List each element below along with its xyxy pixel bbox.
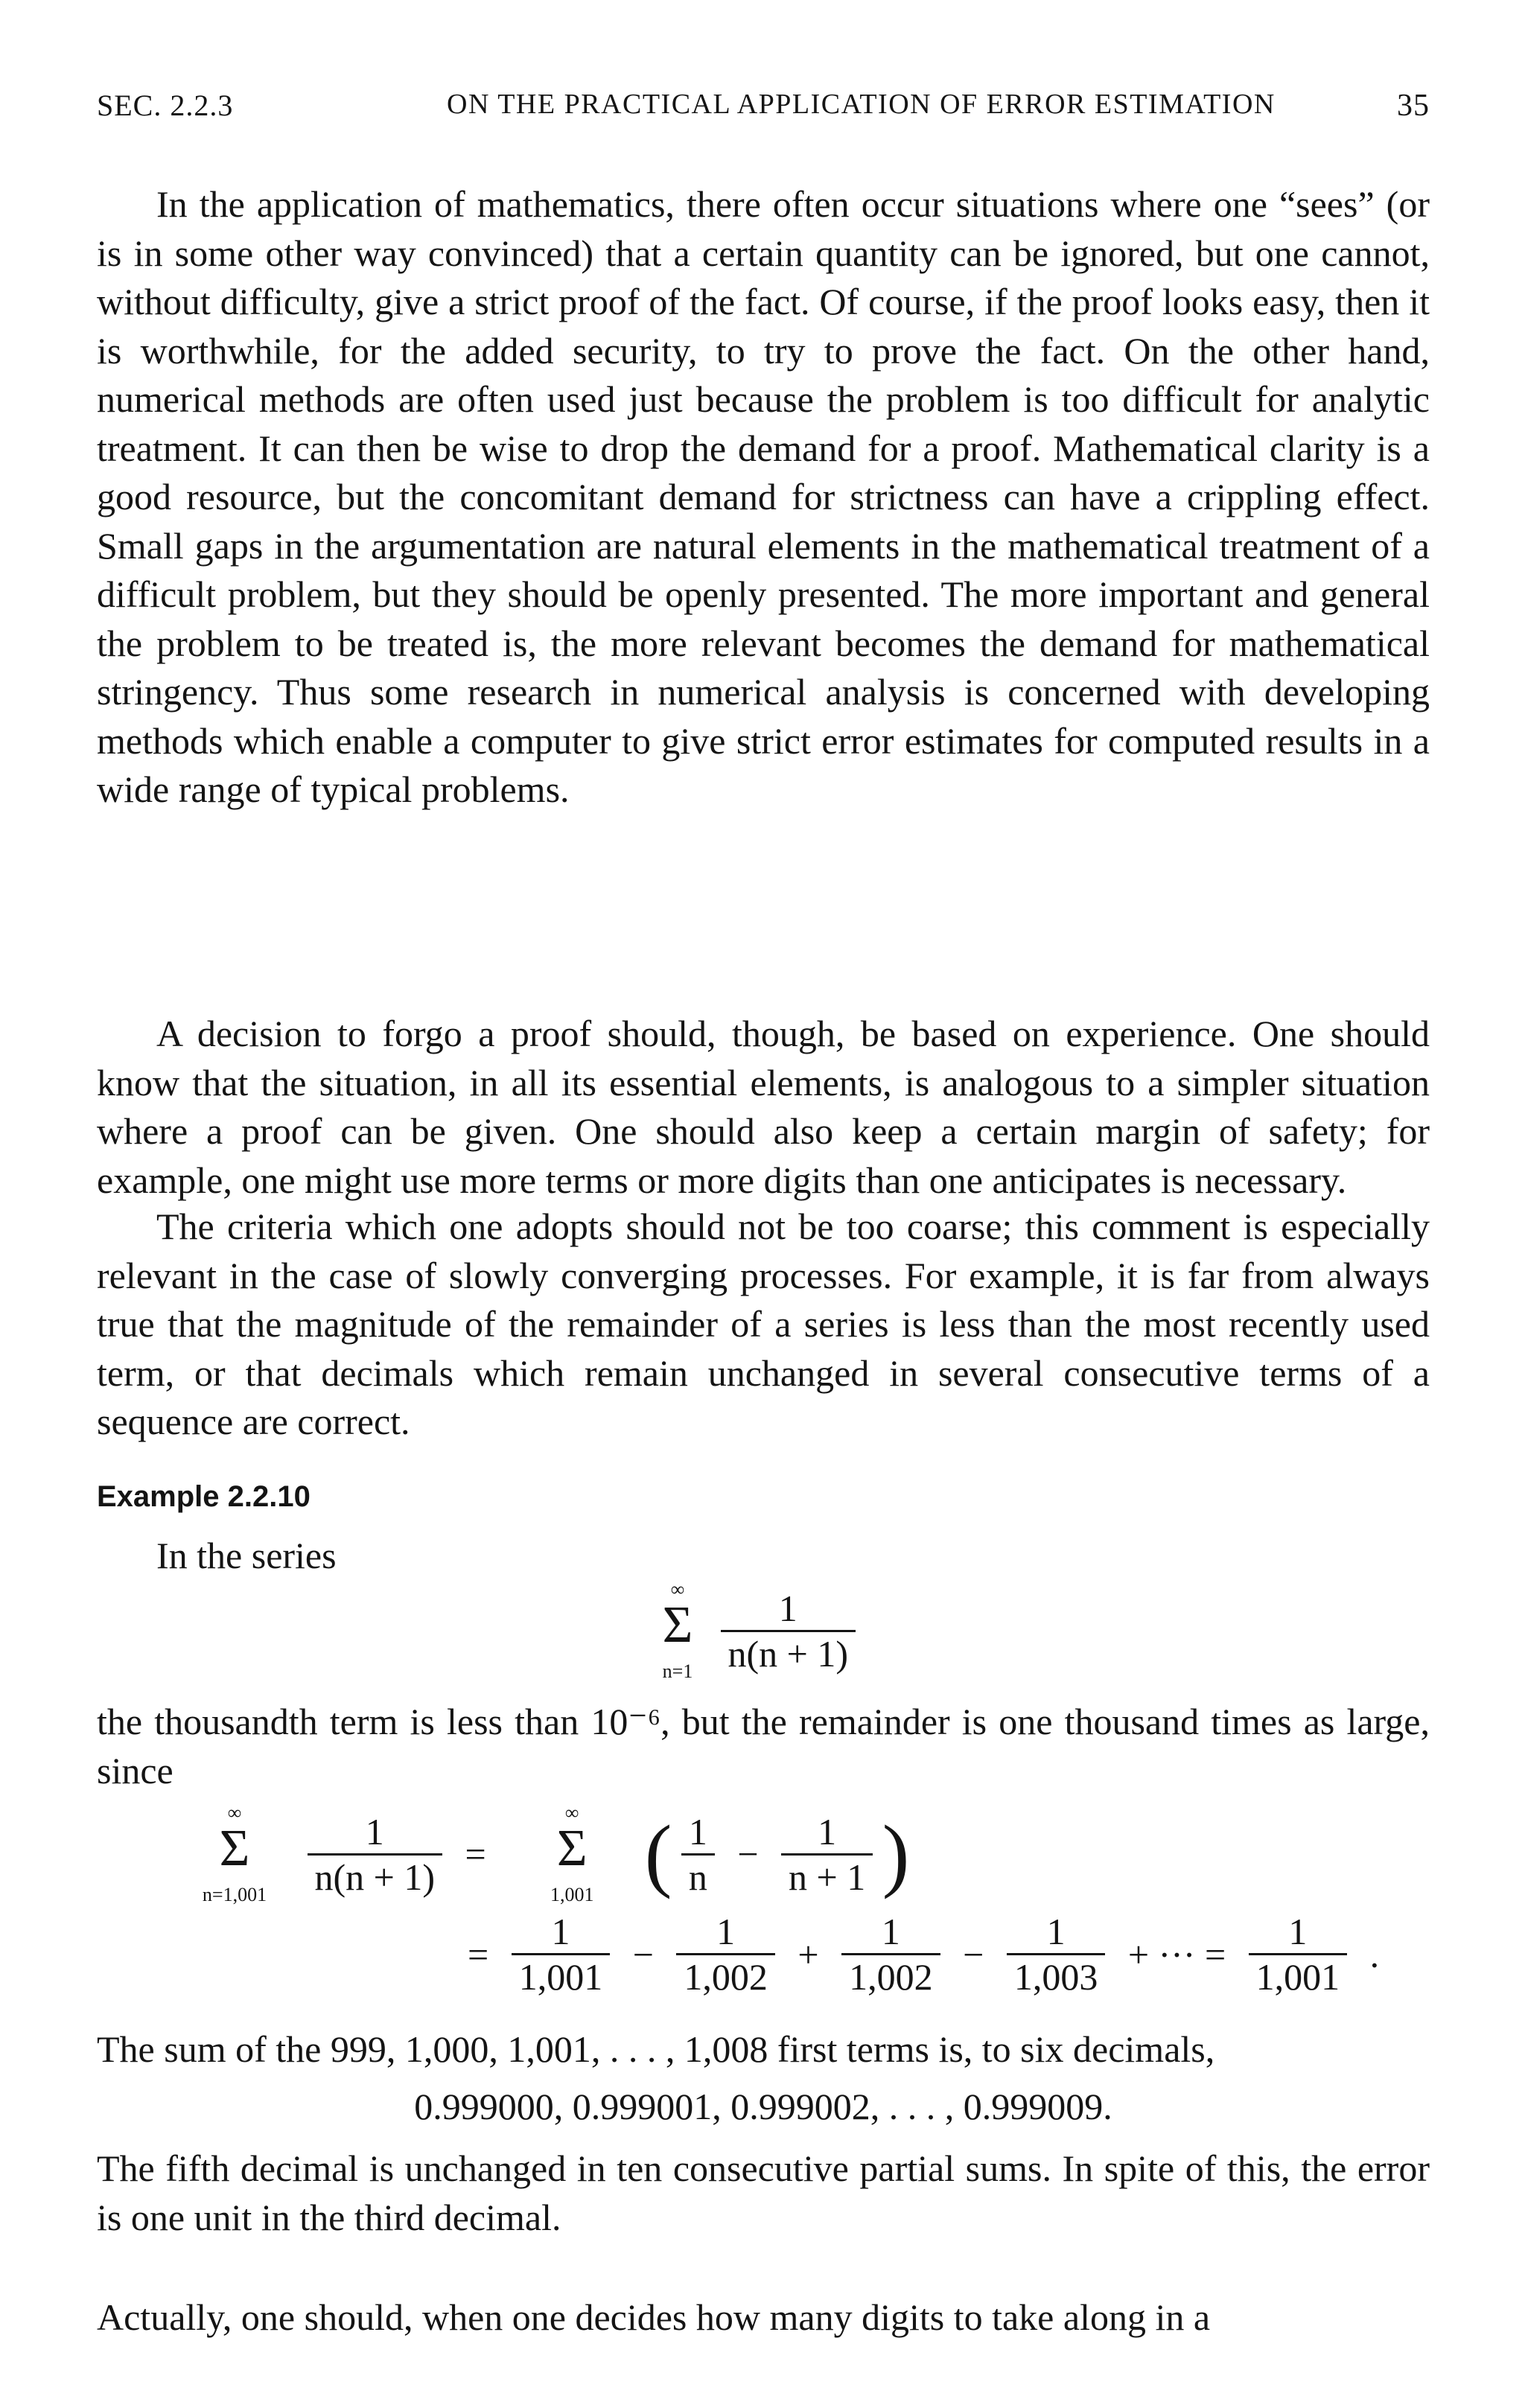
running-title: ON THE PRACTICAL APPLICATION OF ERROR ESTIMATION (447, 89, 1276, 120)
sum-lower-limit: n=1 (662, 1660, 693, 1682)
fraction-denominator: 1,001 (512, 1953, 611, 1998)
period: . (1369, 1933, 1380, 1975)
paragraph-1-block (97, 180, 1430, 815)
fraction-numerator: 1 (365, 1810, 384, 1853)
page-number: 35 (1397, 89, 1430, 123)
fraction (781, 1810, 873, 1899)
fraction-numerator: 1 (688, 1810, 707, 1853)
fraction (676, 1910, 775, 1998)
sum-lower-limit: 1,001 (550, 1884, 594, 1905)
section-number: SEC. 2.2.3 (97, 89, 234, 122)
paragraph: A decision to forgo a proof should, though, be based on experience. One should know that the situation, in all its essential elements, is analogous to a simpler situation where a proof can be given. One should also keep a certain margin of safety; for example, one might use more terms or more digits than one anticipates is necessary. (97, 1013, 1430, 1201)
example-text: the thousandth term is less than 10⁻⁶, but the remainder is one thousand times as large, since (97, 1701, 1430, 1791)
summation-sign (171, 1802, 298, 1906)
closing-text: Actually, one should, when one decides how many digits to take along in a (97, 2296, 1211, 2338)
example-intro: In the series (156, 1535, 337, 1576)
paragraph-3-block (97, 1203, 1430, 1447)
remainder-equation-line-2 (454, 1910, 1392, 1998)
fraction (308, 1810, 443, 1899)
example-conclusion: The fifth decimal is unchanged in ten consecutive partial sums. In spite of this, the error is one unit in the third decimal. (97, 2147, 1430, 2238)
series-fraction (721, 1587, 856, 1675)
fraction-denominator: 1,001 (1249, 1953, 1348, 1998)
series-equation (644, 1579, 856, 1683)
left-paren: ( (644, 1809, 672, 1899)
fraction (1007, 1910, 1106, 1998)
fraction (841, 1910, 940, 1998)
operator: + ··· = (1127, 1933, 1226, 1975)
operator: + (797, 1933, 819, 1975)
sum-upper-limit: ∞ (670, 1579, 685, 1600)
fraction-numerator: 1 (881, 1911, 900, 1952)
equals-sign: = (468, 1933, 489, 1975)
fraction-numerator: 1 (716, 1911, 736, 1952)
running-head (97, 88, 1430, 133)
right-paren: ) (882, 1809, 910, 1899)
remainder-equation-line-1 (171, 1802, 909, 1906)
sum-upper-limit: ∞ (227, 1802, 242, 1823)
paragraph-2-block (97, 1010, 1430, 1205)
minus-sign: − (737, 1833, 759, 1875)
example-heading: Example 2.2.10 (97, 1480, 311, 1513)
fraction (1249, 1910, 1348, 1998)
sigma-symbol: Σ (219, 1820, 250, 1877)
fraction-denominator: 1,002 (841, 1953, 940, 1998)
equals-sign: = (465, 1833, 486, 1875)
example-text: The sum of the 999, 1,000, 1,001, . . . , 1,008 first terms is, to six decimals, (97, 2028, 1215, 2070)
fraction-denominator: 1,003 (1007, 1953, 1106, 1998)
sigma-symbol: Σ (556, 1820, 588, 1877)
operator: − (632, 1933, 654, 1975)
fraction (512, 1910, 611, 1998)
fraction-denominator: n(n + 1) (308, 1853, 443, 1899)
operator: − (963, 1933, 984, 1975)
fraction-numerator: 1 (1046, 1911, 1066, 1952)
fraction-denominator: n(n + 1) (721, 1630, 856, 1675)
sum-lower-limit: n=1,001 (202, 1884, 267, 1905)
fraction-numerator: 1 (818, 1810, 837, 1853)
summation-sign (644, 1579, 711, 1683)
summation-sign (509, 1802, 635, 1906)
fraction-denominator: n (681, 1853, 715, 1899)
paragraph: In the application of mathematics, there often occur situations where one “sees” (or is in some other way convinced) that a certain quantity can be ignored, but one cannot, without difficulty, give a strict proof of the fact. Of course, if the proof looks easy, then it is worthwhile, for the added security, to try to prove the fact. On the other hand, numerical methods are often used just because the problem is too difficult for analytic treatment. It can then be wise to drop the demand for a proof. Mathematical clarity is a good resource, but the concomitant demand for strictness can have a crippling effect. Small gaps in the argumentation are natural elements in the mathematical treatment of a difficult problem, but they should be openly presented. The more important and general the problem to be treated is, the more relevant becomes the demand for mathematical stringency. Thus some research in numerical analysis is concerned with developing methods which enable a computer to give strict error estimates for computed results in a wide range of typical problems. (97, 183, 1430, 810)
sigma-symbol: Σ (662, 1596, 693, 1654)
fraction-numerator: 1 (778, 1587, 797, 1629)
partial-sums-display: 0.999000, 0.999001, 0.999002, . . . , 0.999009. (414, 2086, 1112, 2127)
fraction-numerator: 1 (551, 1911, 570, 1952)
fraction-denominator: 1,002 (676, 1953, 775, 1998)
sum-upper-limit: ∞ (564, 1802, 579, 1823)
paragraph: The criteria which one adopts should not be too coarse; this comment is especially relevant in the case of slowly converging processes. For example, it is far from always true that the magnitude of the remainder of a series is less than the most recently used term, or that decimals which remain unchanged in several consecutive terms of a sequence are correct. (97, 1205, 1430, 1442)
fraction (681, 1810, 715, 1899)
fraction-numerator: 1 (1288, 1911, 1308, 1952)
fraction-denominator: n + 1 (781, 1853, 873, 1899)
